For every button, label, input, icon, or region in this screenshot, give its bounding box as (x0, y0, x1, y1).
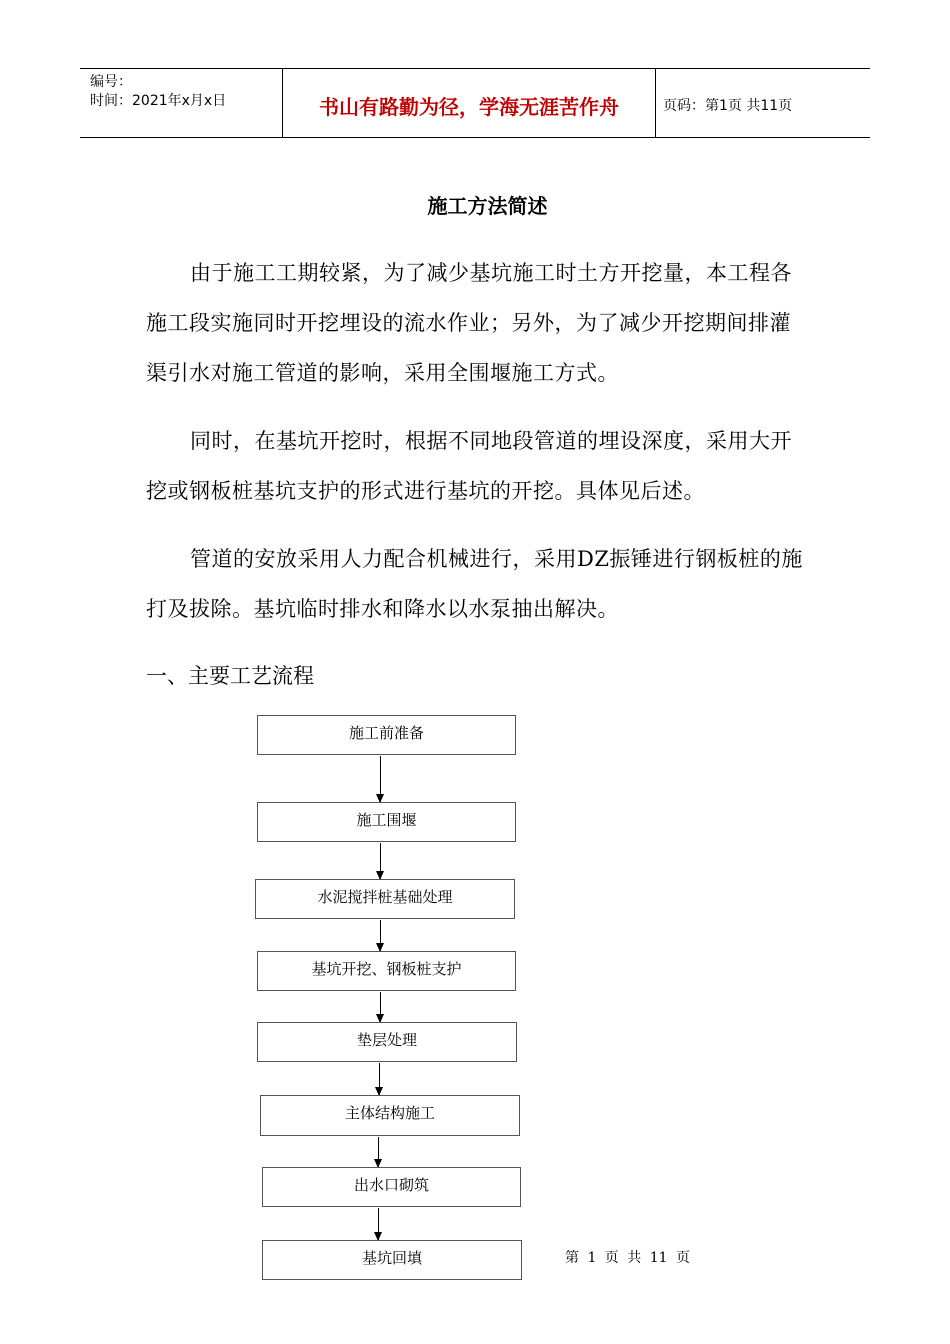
flow-step (257, 951, 516, 991)
flow-arrow (378, 1137, 379, 1167)
flow-arrow (378, 1208, 379, 1240)
paragraph-3: 管道的安放采用人力配合机械进行，采用DZ振锤进行钢板桩的施打及拔除。基坑临时排水和降水以水泵抽出解决。 (146, 547, 803, 621)
flow-arrow (380, 920, 381, 951)
flow-step-label: 基坑开挖、钢板桩支护 (311, 960, 462, 978)
flow-step-label: 垫层处理 (356, 1031, 417, 1049)
paragraph-1: 由于施工工期较紧，为了减少基坑施工时土方开挖量，本工程各施工段实施同时开挖埋设的流水作业；另外，为了减少开挖期间排灌渠引水对施工管道的影响，采用全围堰施工方式。 (146, 261, 792, 385)
flow-step-label: 主体结构施工 (344, 1104, 435, 1122)
time-label: 时间：2021年x月x日 (90, 93, 227, 109)
page-header (80, 68, 870, 138)
flow-step (257, 802, 516, 842)
header-meta-cell (80, 69, 282, 137)
page-footer: 第 1 页 共 11 页 (565, 1250, 690, 1266)
header-motto-cell (282, 69, 656, 137)
flow-step (262, 1167, 521, 1207)
flow-step-label: 施工前准备 (348, 724, 424, 742)
flow-step-label: 水泥搅拌桩基础处理 (317, 888, 453, 906)
header-page-cell (655, 69, 870, 137)
flow-step (260, 1095, 520, 1136)
flow-step (257, 715, 516, 755)
flow-step (255, 879, 515, 919)
page-number-label: 页码：第1页 共11页 (663, 98, 793, 114)
flow-arrow (380, 992, 381, 1022)
flow-step-label: 出水口砌筑 (353, 1176, 429, 1194)
flow-arrow (380, 843, 381, 879)
section-heading: 一、主要工艺流程 (146, 664, 314, 688)
flow-step (262, 1240, 522, 1280)
paragraph-2: 同时，在基坑开挖时，根据不同地段管道的埋设深度，采用大开挖或钢板桩基坑支护的形式进行基坑的开挖。具体见后述。 (146, 429, 792, 503)
flow-arrow (379, 1063, 380, 1095)
flow-arrow (380, 756, 381, 802)
serial-label: 编号： (90, 74, 132, 90)
flow-step-label: 基坑回填 (361, 1249, 422, 1267)
flow-step-label: 施工围堰 (356, 811, 417, 829)
document-title: 施工方法简述 (427, 194, 548, 218)
motto-text: 书山有路勤为径，学海无涯苦作舟 (319, 95, 619, 119)
flow-step (257, 1022, 517, 1062)
